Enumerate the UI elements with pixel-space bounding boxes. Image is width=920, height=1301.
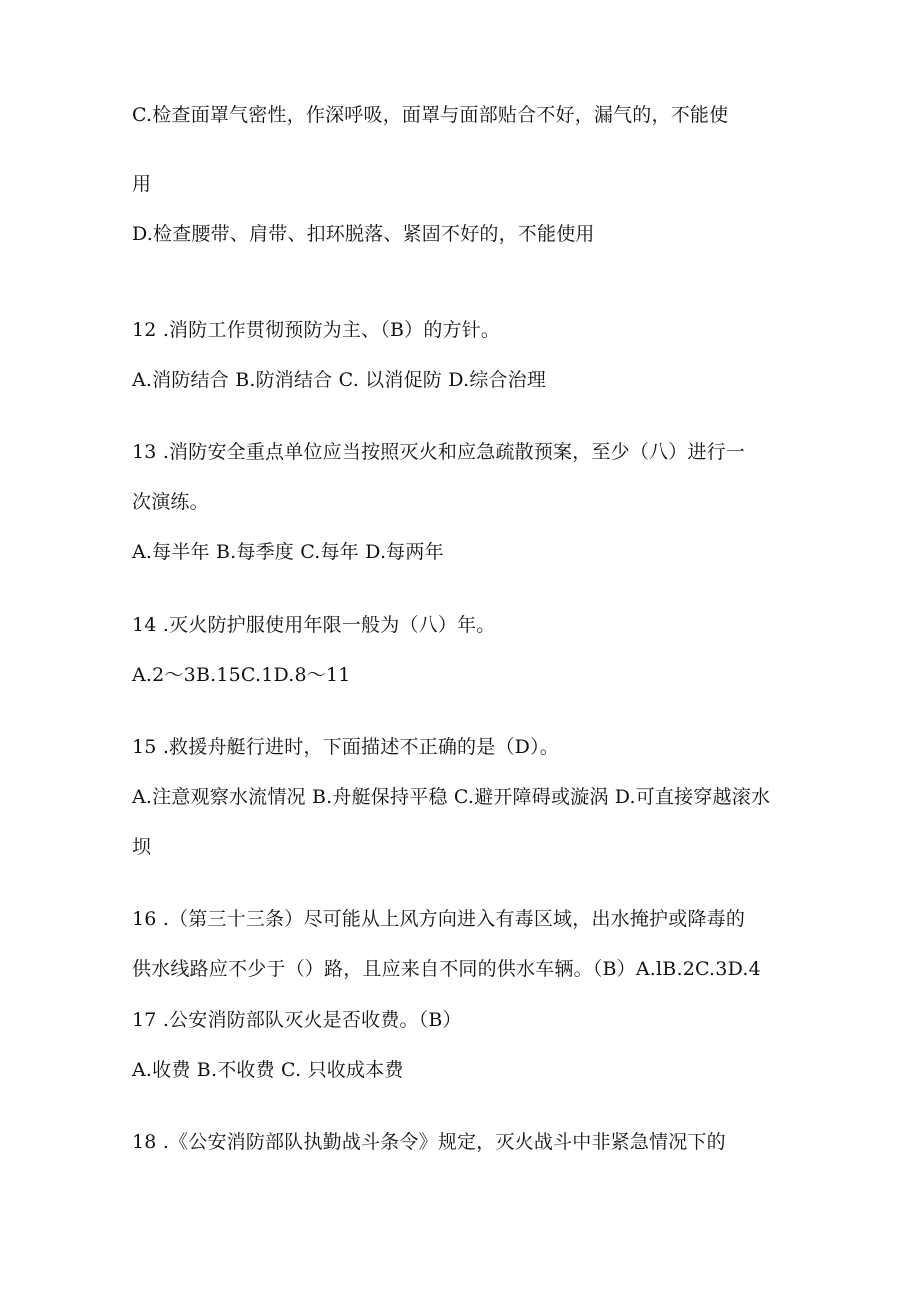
question-line: 供水线路应不少于（）路，且应来自不同的供水车辆。（B）A.lB.2C.3D.4 bbox=[132, 958, 761, 980]
options-line: A.收费 B.不收费 C. 只收成本费 bbox=[132, 1059, 404, 1081]
options-line: A.2～3B.15C.1D.8～11 bbox=[132, 664, 351, 686]
text-line: 坝 bbox=[132, 836, 152, 858]
question-line: 12 .消防工作贯彻预防为主、（B）的方针。 bbox=[132, 319, 501, 341]
question-line: 13 .消防安全重点单位应当按照灭火和应急疏散预案，至少（八）进行一 bbox=[132, 441, 746, 463]
text-line: D.检查腰带、肩带、扣环脱落、紧固不好的，不能使用 bbox=[132, 223, 595, 245]
options-line: A.注意观察水流情况 B.舟艇保持平稳 C.避开障碍或漩涡 D.可直接穿越滚水 bbox=[132, 786, 771, 808]
question-line: 16 .（第三十三条）尽可能从上风方向进入有毒区域，出水掩护或降毒的 bbox=[132, 908, 746, 930]
options-line: A.消防结合 B.防消结合 C. 以消促防 D.综合治理 bbox=[132, 369, 547, 391]
text-line: 用 bbox=[132, 173, 152, 195]
question-line: 15 .救援舟艇行进时，下面描述不正确的是（D）。 bbox=[132, 736, 559, 758]
text-line: C.检查面罩气密性，作深呼吸，面罩与面部贴合不好，漏气的，不能使 bbox=[132, 104, 729, 126]
options-line: A.每半年 B.每季度 C.每年 D.每两年 bbox=[132, 541, 444, 563]
question-line: 18 .《公安消防部队执勤战斗条令》规定，灭火战斗中非紧急情况下的 bbox=[132, 1131, 726, 1153]
question-line: 17 .公安消防部队灭火是否收费。（B） bbox=[132, 1009, 462, 1031]
question-line: 14 .灭火防护服使用年限一般为（八）年。 bbox=[132, 614, 496, 636]
text-line: 次演练。 bbox=[132, 491, 209, 513]
